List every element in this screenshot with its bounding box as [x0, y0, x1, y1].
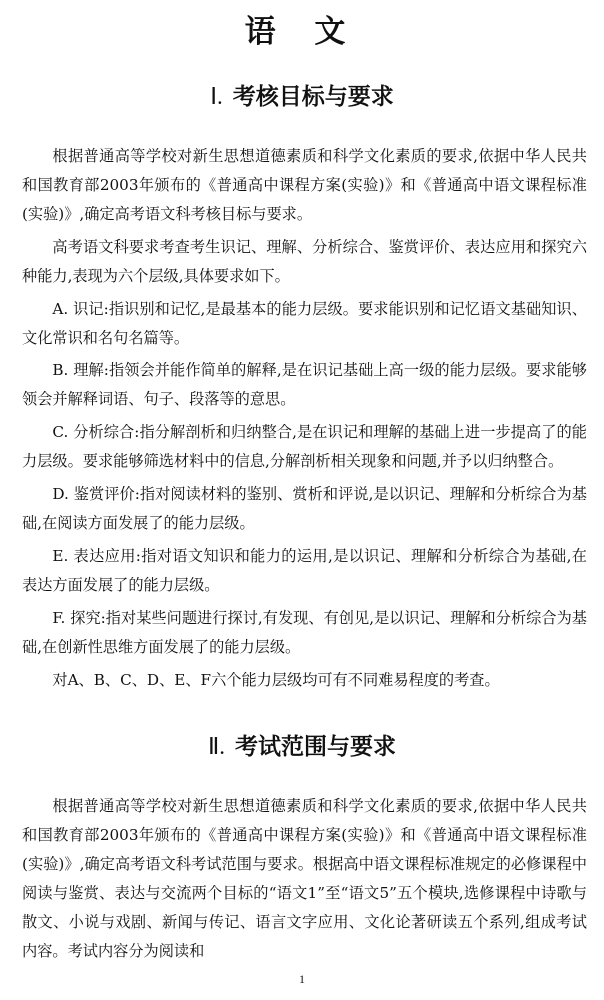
section-2-title: 考试范围与要求 — [235, 734, 397, 760]
ability-item-f: F. 探究:指对某些问题进行探讨,有发现、有创见,是以识记、理解和分析综合为基础,在创新性思维方面发展了的能力层级。 — [22, 609, 587, 656]
section-1-intro: 根据普通高等学校对新生思想道德素质和科学文化素质的要求,依据中华人民共和国教育部2003年颁布的《普通高中课程方案(实验)》和《普通高中语文课程标准(实验)》,确定高考语文科考核目标与要求。 — [22, 147, 587, 223]
section-1-heading — [0, 78, 604, 111]
section-2-intro: 根据普通高等学校对新生思想道德素质和科学文化素质的要求,依据中华人民共和国教育部2003年颁布的《普通高中课程方案(实验)》和《普通高中语文课程标准(实验)》,确定高考语文科考试范围与要求。根据高中语文课程标准规定的必修课程中阅读与鉴赏、表达与交流两个目标的“语文1”至“语文5”五个模块,选修课程中诗歌与散文、小说与戏剧、新闻与传记、语言文字应用、文化论著研读五个系列,组成考试内容。考试内容分为阅读和 — [22, 797, 587, 960]
section-1-title: 考核目标与要求 — [232, 84, 394, 110]
document-title: 语 文 — [244, 14, 360, 50]
section-1-summary: 高考语文科要求考查考生识记、理解、分析综合、鉴赏评价、表达应用和探究六种能力,表现为六个层级,具体要求如下。 — [22, 238, 587, 285]
page-number: 1 — [299, 972, 305, 986]
section-1-number: Ⅰ. — [210, 84, 223, 109]
section-2-heading — [0, 728, 604, 761]
ability-item-c: C. 分析综合:指分解剖析和归纳整合,是在识记和理解的基础上进一步提高了的能力层级。要求能够筛选材料中的信息,分解剖析相关现象和问题,并予以归纳整合。 — [22, 423, 587, 470]
ability-item-e: E. 表达应用:指对语文知识和能力的运用,是以识记、理解和分析综合为基础,在表达方面发展了的能力层级。 — [22, 547, 587, 594]
section-1-closing: 对A、B、C、D、E、F六个能力层级均可有不同难易程度的考查。 — [52, 671, 500, 689]
section-2-number: Ⅱ. — [207, 734, 226, 759]
ability-item-b: B. 理解:指领会并能作简单的解释,是在识记基础上高一级的能力层级。要求能够领会并解释词语、句子、段落等的意思。 — [22, 361, 587, 408]
ability-item-d: D. 鉴赏评价:指对阅读材料的鉴别、赏析和评说,是以识记、理解和分析综合为基础,在阅读方面发展了的能力层级。 — [22, 485, 587, 532]
ability-item-a: A. 识记:指识别和记忆,是最基本的能力层级。要求能识别和记忆语文基础知识、文化常识和名句名篇等。 — [22, 300, 587, 347]
